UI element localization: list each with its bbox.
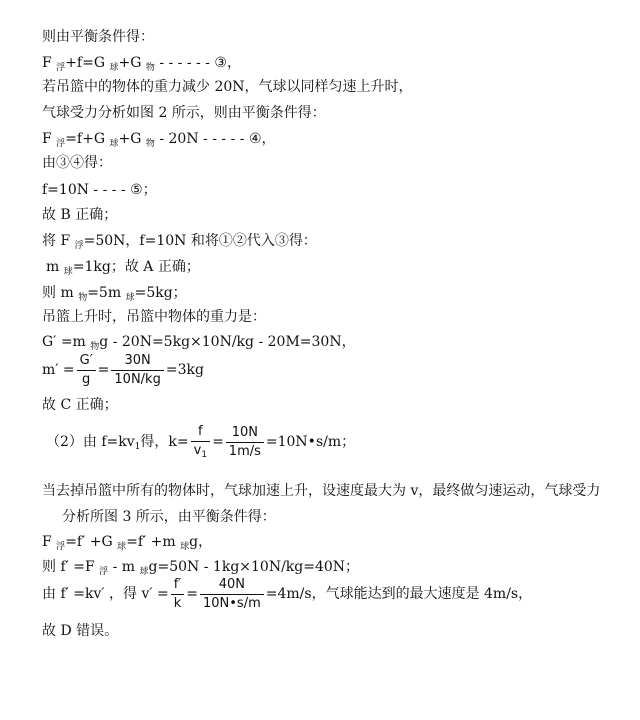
denominator (191, 442, 210, 460)
equation-number: ① (218, 233, 233, 249)
eq-part: 得，k= (140, 434, 189, 450)
equation-mass (42, 352, 204, 388)
numerator: f′ (171, 577, 185, 595)
equation-5 (42, 181, 157, 199)
eq-part: F (42, 55, 57, 71)
eq-part: 将 F (42, 233, 75, 249)
text-line-19 (42, 533, 212, 553)
fraction (77, 353, 96, 388)
eq-part: 则 m (42, 285, 79, 301)
text-line-17: 当去掉吊篮中所有的物体时，气球加速上升，设速度最大为 v，最终做匀速运动，气球受力 (42, 483, 601, 499)
text-line-6 (42, 154, 112, 172)
subscript: 球 (180, 542, 190, 552)
subscript: 物 (78, 293, 88, 303)
eq-part: = (97, 362, 110, 378)
eq-part: - m (108, 559, 140, 575)
numerator: f (191, 424, 210, 442)
equation-number: ④ (248, 131, 262, 147)
text-line-11 (42, 284, 187, 304)
subscript: 浮 (56, 542, 66, 552)
eq-part: 由 f′ =kv′ ，得 v′ = (42, 586, 169, 602)
denominator: g (82, 371, 91, 387)
denominator: 1m/s (228, 443, 261, 459)
eq-part: - 20N - - - - - (154, 131, 249, 147)
subscript: 球 (125, 293, 135, 303)
equation-velocity (42, 576, 532, 612)
subscript: 球 (139, 567, 149, 577)
eq-part: =1kg；故 A 正确； (72, 259, 200, 275)
equation-number: ④ (70, 155, 84, 171)
subscript: 浮 (56, 139, 66, 149)
eq-part: （2）由 f=kv (46, 434, 135, 450)
equation-4 (42, 130, 276, 150)
eq-part: +f=G (65, 55, 110, 71)
eq-part: =f′ +G (65, 534, 118, 550)
eq-part: m (46, 259, 64, 275)
subscript: 物 (145, 63, 155, 73)
numerator: 30N (111, 353, 163, 371)
equation-3 (42, 54, 241, 74)
subscript: 浮 (99, 567, 109, 577)
denominator: 10N•s/m (203, 595, 261, 611)
eq-part: ， (226, 55, 241, 71)
eq-part: =5kg； (134, 285, 187, 301)
text-line-15: 故 C 正确； (42, 397, 118, 413)
eq-part: F (42, 534, 57, 550)
equation-number: ③ (56, 155, 70, 171)
subscript: 球 (109, 63, 119, 73)
fraction (111, 353, 163, 388)
subscript: 浮 (56, 63, 66, 73)
numerator: G′ (77, 353, 96, 371)
text-line-12: 吊篮上升时，吊篮中物体的重力是： (42, 309, 266, 325)
eq-part: =10N•s/m； (265, 434, 356, 450)
eq-part: = (212, 434, 224, 450)
eq-part: =f+G (65, 131, 110, 147)
eq-part: =f′ +m (126, 534, 181, 550)
eq-part: =3kg (165, 362, 204, 378)
subscript: 物 (90, 342, 100, 352)
equation-number: ③ (274, 233, 289, 249)
text-line-13 (42, 333, 356, 353)
eq-part: =4m/s，气球能达到的最大速度是 4m/s， (265, 586, 533, 602)
text-line-18: 分析所图 3 所示，由平衡条件得： (62, 509, 276, 525)
eq-part: G′ =m (42, 334, 91, 350)
denominator: k (173, 595, 182, 611)
eq-part: g - 20N=5kg×10N/kg - 20M=30N， (99, 334, 356, 350)
eq-part: =5m (87, 285, 126, 301)
text-line-22: 故 D 错误。 (42, 623, 119, 639)
eq-part: +G (118, 131, 146, 147)
text-line-4: 气球受力分析如图 2 所示，则由平衡条件得： (42, 105, 326, 121)
text-line-9 (42, 232, 317, 252)
equation-k (46, 424, 355, 462)
eq-part: m′ = (42, 362, 75, 378)
denominator: 10N/kg (114, 371, 161, 387)
eq-part: 代入 (246, 233, 275, 249)
eq-part: F (42, 131, 57, 147)
eq-part: g=50N - 1kg×10N/kg=40N； (148, 559, 360, 575)
subscript: 1 (201, 450, 208, 460)
fraction (200, 577, 264, 612)
text-line-10 (46, 258, 200, 278)
equation-number: ② (232, 233, 247, 249)
eq-part: 得： (84, 155, 112, 171)
numerator: 40N (200, 577, 264, 595)
eq-part: - - - - - - (154, 55, 215, 71)
subscript: 球 (109, 139, 119, 149)
text-line-8: 故 B 正确； (42, 207, 118, 223)
eq-part: ， (261, 131, 276, 147)
fraction (226, 425, 264, 460)
eq-part: 则 f′ =F (42, 559, 100, 575)
subscript: 球 (117, 542, 127, 552)
eq-part: =50N，f=10N 和将 (83, 233, 219, 249)
eq-part: 得： (288, 233, 317, 249)
equation-number: ⑤ (130, 182, 143, 198)
fraction (191, 424, 210, 460)
eq-part: +G (118, 55, 146, 71)
text-line-20 (42, 558, 359, 578)
eq-part: f=10N - - - - (42, 182, 131, 198)
eq-part: 由 (42, 155, 56, 171)
denominator-text: v (193, 443, 202, 458)
eq-part: = (186, 586, 198, 602)
text-line-3: 若吊篮中的物体的重力减少 20N，气球以同样匀速上升时， (42, 79, 413, 95)
subscript: 物 (145, 139, 155, 149)
subscript: 1 (134, 442, 141, 452)
text-line-1: 则由平衡条件得： (42, 29, 154, 45)
equation-number: ③ (214, 55, 227, 71)
subscript: 球 (63, 267, 73, 277)
eq-part: ； (142, 182, 157, 198)
fraction (171, 577, 185, 612)
subscript: 浮 (74, 241, 84, 251)
numerator: 10N (226, 425, 264, 443)
eq-part: g， (189, 534, 213, 550)
